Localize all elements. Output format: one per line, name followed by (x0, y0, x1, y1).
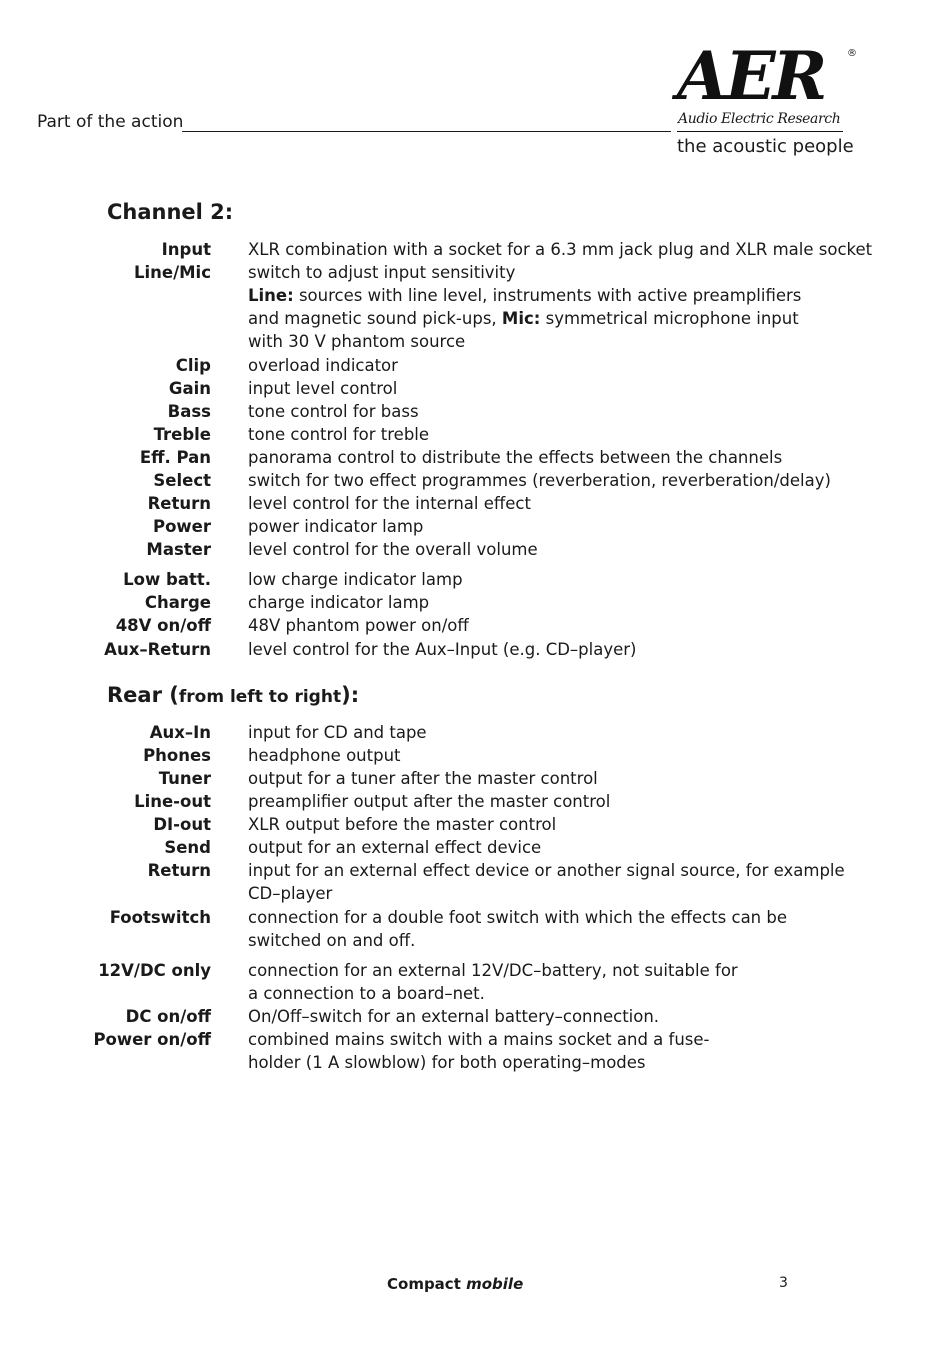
spec-description (248, 377, 793, 400)
description-line (248, 836, 793, 859)
header-rule (182, 131, 671, 132)
section-title-text: Channel 2: (107, 200, 234, 224)
spec-term: Send (164, 838, 211, 857)
description-line (248, 1028, 793, 1051)
section-title-end: ): (341, 683, 360, 707)
description-line (248, 307, 799, 330)
spec-term: Power (153, 517, 211, 536)
section-title-channel-2 (107, 200, 233, 224)
logo-company-name: Audio Electric Research (678, 111, 841, 127)
description-line (248, 906, 793, 929)
spec-description (248, 1005, 793, 1028)
description-text: On/Off–switch for an external battery–connection. (248, 1007, 660, 1026)
description-text: panorama control to distribute the effects between the channels (248, 448, 783, 467)
spec-term: Aux–In (149, 723, 211, 742)
spec-term: Select (153, 471, 211, 490)
spec-description (248, 767, 793, 790)
description-text: switch for two effect programmes (reverberation, reverberation/delay) (248, 471, 831, 490)
description-text: XLR combination with a socket for a 6.3 mm jack plug and XLR male socket (248, 240, 873, 259)
description-line (248, 446, 793, 469)
description-text: XLR output before the master control (248, 815, 557, 834)
description-line (248, 929, 793, 952)
description-text: level control for the overall volume (248, 540, 538, 559)
spec-term: Low batt. (123, 570, 211, 589)
spec-description (248, 614, 793, 637)
description-text: and magnetic sound pick-ups, (248, 309, 502, 328)
spec-description (248, 859, 845, 905)
spec-term: Line-out (134, 792, 211, 811)
spec-description (248, 354, 793, 377)
spec-term: Gain (168, 379, 211, 398)
spec-description (248, 813, 793, 836)
description-line (248, 790, 793, 813)
spec-term: 12V/DC only (98, 961, 211, 980)
description-line (248, 1051, 793, 1074)
spec-term: Master (146, 540, 211, 559)
spec-description (248, 959, 793, 1005)
spec-term: Eff. Pan (139, 448, 211, 467)
description-text: CD–player (248, 884, 333, 903)
spec-description (248, 568, 793, 591)
spec-term: Line/Mic (134, 263, 211, 282)
spec-term: Charge (144, 593, 211, 612)
description-text: switch to adjust input sensitivity (248, 263, 516, 282)
description-line (248, 515, 793, 538)
description-line (248, 400, 793, 423)
section-title-note: from left to right (178, 687, 342, 707)
description-line (248, 238, 873, 261)
footer-product-name (387, 1275, 523, 1293)
spec-term: Aux–Return (104, 640, 211, 659)
spec-description (248, 515, 793, 538)
description-text: low charge indicator lamp (248, 570, 463, 589)
description-line (248, 813, 793, 836)
spec-description (248, 400, 793, 423)
description-text: tone control for treble (248, 425, 430, 444)
description-line (248, 882, 793, 905)
description-text: holder (1 A slowblow) for both operating–modes (248, 1053, 646, 1072)
description-line (248, 744, 793, 767)
description-text: level control for the Aux–Input (e.g. CD–player) (248, 640, 637, 659)
logo-mark: AER (677, 37, 825, 115)
footer-product-model: mobile (466, 1275, 524, 1293)
description-text: connection for a double foot switch with which the effects can be (248, 908, 788, 927)
spec-term: Footswitch (109, 908, 211, 927)
description-text: 48V phantom power on/off (248, 616, 469, 635)
spec-term: Power on/off (93, 1030, 211, 1049)
spec-term: Treble (153, 425, 211, 444)
description-line (248, 354, 793, 377)
description-line (248, 1005, 793, 1028)
header-tagline: Part of the action (37, 112, 184, 132)
spec-term: Bass (167, 402, 211, 421)
description-line (248, 377, 793, 400)
spec-term: 48V on/off (115, 616, 211, 635)
spec-description (248, 1028, 793, 1074)
description-line (248, 568, 793, 591)
description-text: preamplifier output after the master control (248, 792, 611, 811)
description-text: input for an external effect device or another signal source, for example (248, 861, 845, 880)
spec-description (248, 790, 793, 813)
description-text: switched on and off. (248, 931, 416, 950)
spec-term: DC on/off (125, 1007, 211, 1026)
section-title-text: Rear ( (107, 683, 179, 707)
description-line (248, 469, 831, 492)
spec-term: DI-out (153, 815, 211, 834)
spec-term: Phones (143, 746, 211, 765)
description-line (248, 859, 845, 882)
page-number: 3 (779, 1275, 788, 1291)
description-line (248, 638, 793, 661)
description-line (248, 721, 793, 744)
description-line (248, 261, 793, 284)
description-line (248, 492, 793, 515)
spec-description (248, 906, 793, 952)
description-line (248, 423, 793, 446)
description-text: combined mains switch with a mains socket and a fuse- (248, 1030, 710, 1049)
description-line (248, 767, 793, 790)
footer-product-brand: Compact (387, 1275, 461, 1293)
spec-description (248, 261, 802, 353)
description-line (248, 614, 793, 637)
spec-term: Return (147, 494, 211, 513)
spec-description (248, 238, 873, 261)
description-line (248, 538, 793, 561)
description-text: input level control (248, 379, 398, 398)
logo-slogan: the acoustic people (677, 136, 854, 157)
description-line (248, 284, 802, 307)
description-text: power indicator lamp (248, 517, 424, 536)
description-text: overload indicator (248, 356, 398, 375)
description-text: tone control for bass (248, 402, 419, 421)
description-keyword: Mic: (501, 309, 541, 328)
spec-term: Return (147, 861, 211, 880)
spec-term: Input (161, 240, 211, 259)
section-title-rear (107, 683, 359, 707)
spec-description (248, 836, 793, 859)
description-text: symmetrical microphone input (540, 309, 799, 328)
registered-mark: ® (847, 48, 857, 59)
description-line (248, 330, 793, 353)
spec-term: Clip (175, 356, 211, 375)
spec-description (248, 638, 793, 661)
description-text: headphone output (248, 746, 401, 765)
description-text: connection for an external 12V/DC–battery, not suitable for (248, 961, 738, 980)
spec-description (248, 744, 793, 767)
description-text: sources with line level, instruments with active preamplifiers (293, 286, 802, 305)
description-text: input for CD and tape (248, 723, 427, 742)
description-text: charge indicator lamp (248, 593, 430, 612)
description-text: output for a tuner after the master control (248, 769, 598, 788)
spec-description (248, 591, 793, 614)
description-keyword: Line: (248, 286, 294, 305)
description-text: a connection to a board–net. (248, 984, 485, 1003)
spec-description (248, 492, 793, 515)
spec-term: Tuner (158, 769, 211, 788)
aer-logo (677, 38, 857, 168)
description-text: level control for the internal effect (248, 494, 531, 513)
spec-description (248, 538, 793, 561)
spec-description (248, 423, 793, 446)
logo-rule (677, 131, 843, 132)
description-text: output for an external effect device (248, 838, 542, 857)
spec-description (248, 469, 831, 492)
description-line (248, 982, 793, 1005)
spec-description (248, 446, 793, 469)
description-text: with 30 V phantom source (248, 332, 466, 351)
description-line (248, 591, 793, 614)
description-line (248, 959, 793, 982)
spec-description (248, 721, 793, 744)
